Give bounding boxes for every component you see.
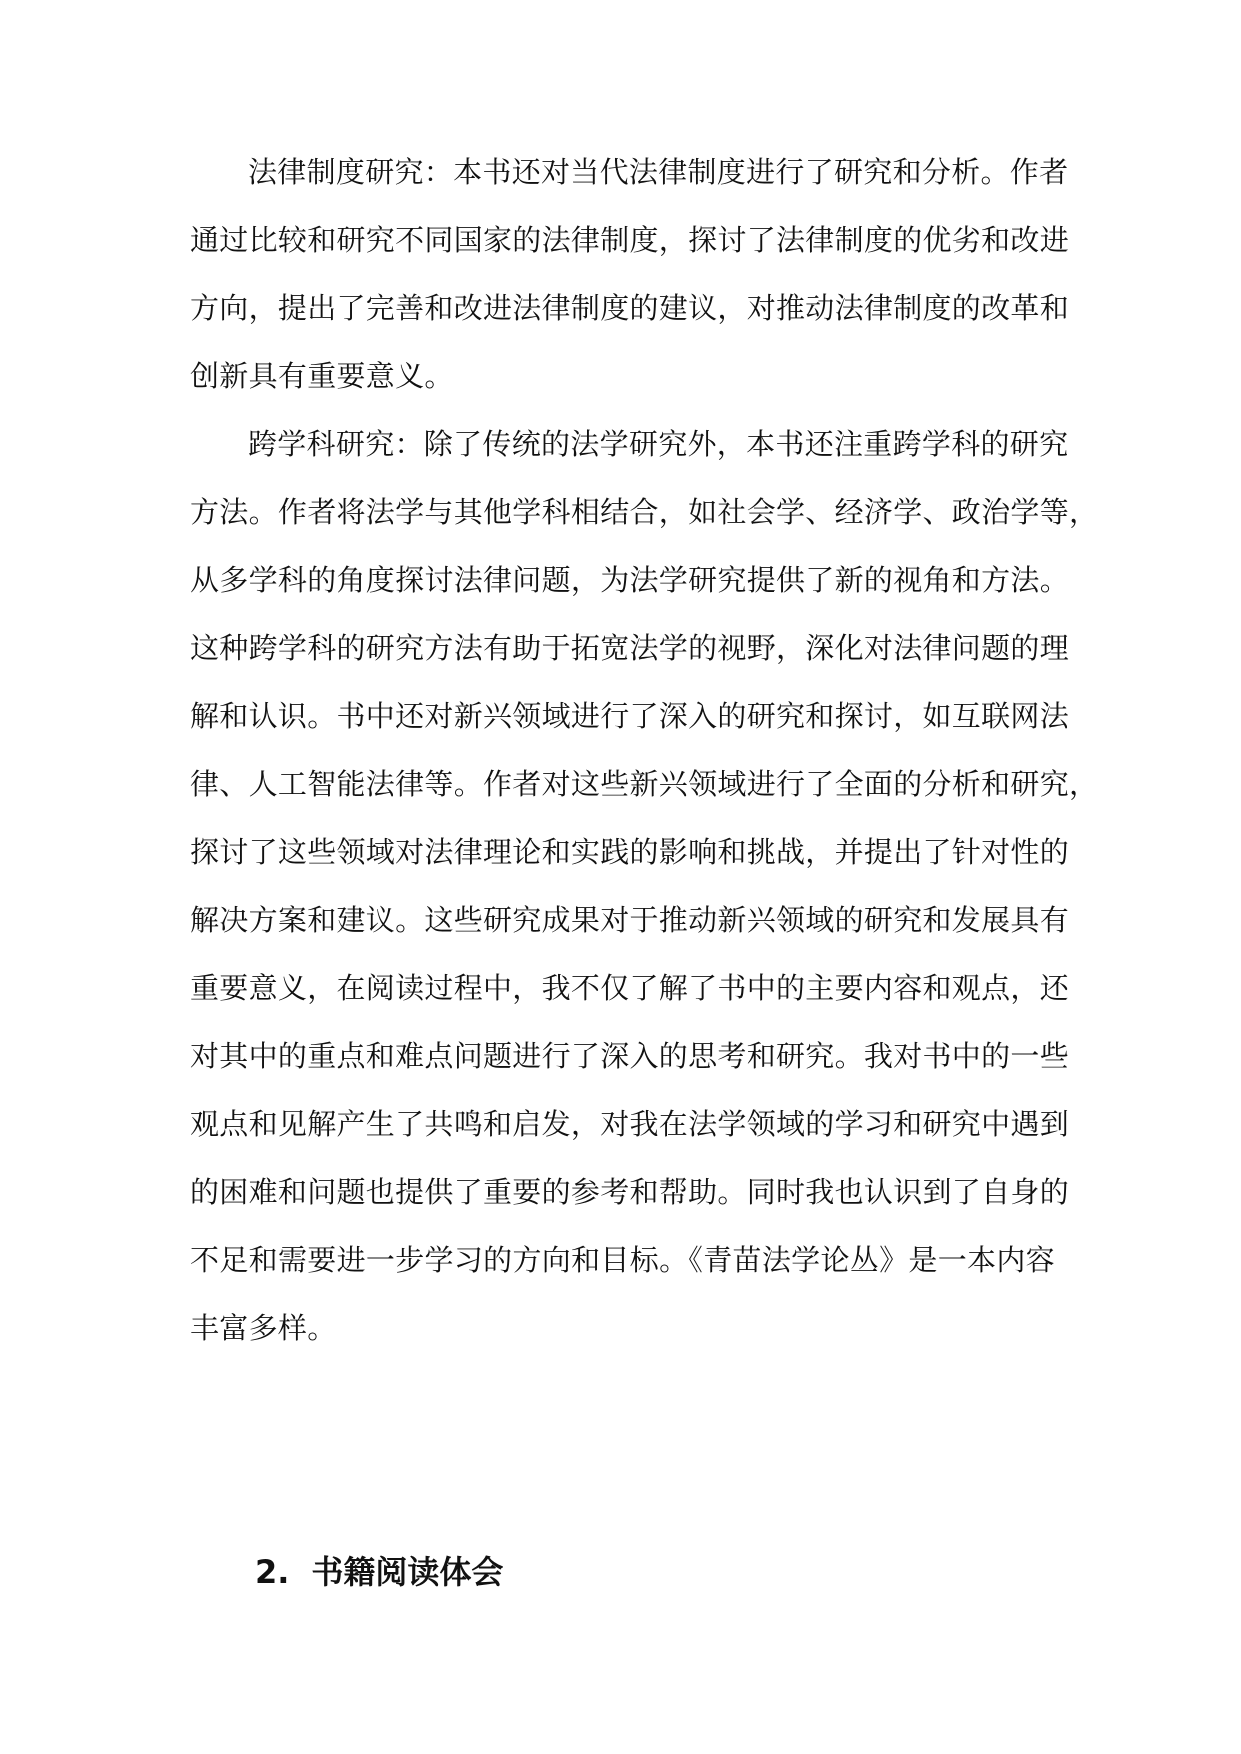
paragraph-2-line-11: 观点和见解产生了共鸣和启发，对我在法学领域的学习和研究中遇到	[190, 1107, 1070, 1141]
paragraph-2-line-4: 这种跨学科的研究方法有助于拓宽法学的视野，深化对法律问题的理	[190, 631, 1070, 665]
paragraph-1-line-3: 方向，提出了完善和改进法律制度的建议，对推动法律制度的改革和	[190, 291, 1070, 325]
paragraph-2-line-1: 跨学科研究：除了传统的法学研究外，本书还注重跨学科的研究	[248, 427, 1069, 461]
paragraph-2-line-9: 重要意义，在阅读过程中，我不仅了解了书中的主要内容和观点，还	[190, 971, 1070, 1005]
paragraph-1-line-1: 法律制度研究：本书还对当代法律制度进行了研究和分析。作者	[248, 155, 1069, 189]
paragraph-1-line-4: 创新具有重要意义。	[190, 359, 454, 393]
paragraph-2-line-10: 对其中的重点和难点问题进行了深入的思考和研究。我对书中的一些	[190, 1039, 1070, 1073]
paragraph-2-line-7: 探讨了这些领域对法律理论和实践的影响和挑战，并提出了针对性的	[190, 835, 1070, 869]
paragraph-2-line-3: 从多学科的角度探讨法律问题，为法学研究提供了新的视角和方法。	[190, 563, 1070, 597]
paragraph-2-line-6: 律、人工智能法律等。作者对这些新兴领域进行了全面的分析和研究，	[190, 767, 1099, 801]
section-heading-number: 2.	[255, 1553, 290, 1591]
paragraph-2-line-8: 解决方案和建议。这些研究成果对于推动新兴领域的研究和发展具有	[190, 903, 1070, 937]
paragraph-2-line-12: 的困难和问题也提供了重要的参考和帮助。同时我也认识到了自身的	[190, 1175, 1070, 1209]
section-heading	[255, 1542, 503, 1602]
section-heading-title: 书籍阅读体会	[311, 1553, 504, 1591]
paragraph-2-line-13: 不足和需要进一步学习的方向和目标。《青苗法学论丛》是一本内容	[190, 1243, 1055, 1277]
paragraph-2-line-14: 丰富多样。	[190, 1311, 337, 1345]
paragraph-1-line-2: 通过比较和研究不同国家的法律制度，探讨了法律制度的优劣和改进	[190, 223, 1070, 257]
paragraph-2-line-5: 解和认识。书中还对新兴领域进行了深入的研究和探讨，如互联网法	[190, 699, 1070, 733]
paragraph-2-line-2: 方法。作者将法学与其他学科相结合，如社会学、经济学、政治学等，	[190, 495, 1099, 529]
